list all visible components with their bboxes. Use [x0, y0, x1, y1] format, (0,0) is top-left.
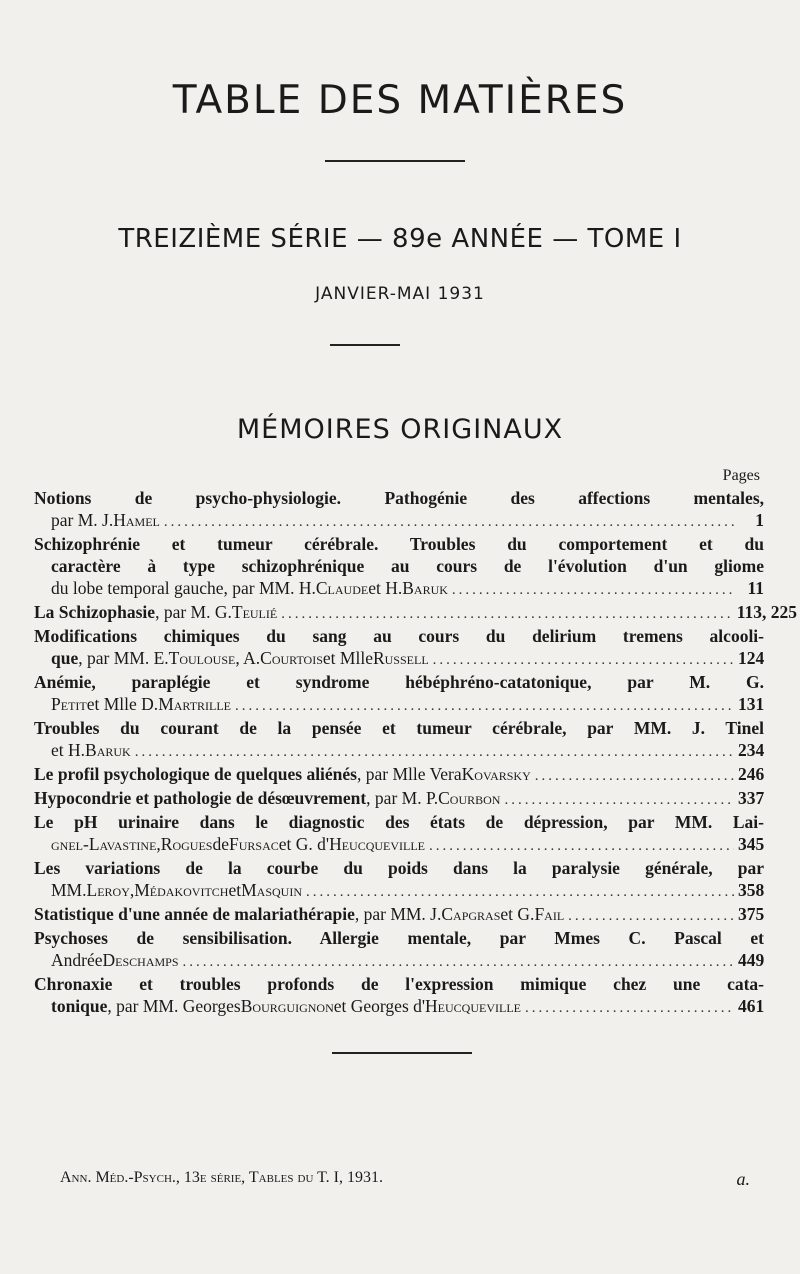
author-name: Petit: [51, 694, 87, 714]
author-name: Fursac: [229, 834, 279, 854]
page-number: 11: [747, 578, 764, 598]
entry-title: Statistique d'une année de malariathérapie: [34, 904, 355, 924]
author-name: Heucqueville: [329, 834, 426, 854]
leader-dots: [452, 579, 734, 601]
toc-entry: Psychoses de sensibilisation. Allergie mentale, par Mmes C. Pascal et Andrée Deschamps ..... 449: [34, 927, 764, 973]
leader-dots: [183, 951, 734, 973]
entry-title: Le profil psychologique de quelques aliénés: [34, 764, 357, 784]
leader-dots: [281, 603, 733, 625]
leader-dots: [235, 695, 734, 717]
leader-dots: [164, 511, 734, 533]
toc-entry: Statistique d'une année de malariathérapie , par MM. J. Capgras et G. Fail ..... 375: [34, 903, 764, 927]
toc-entry: Troubles du courant de la pensée et tumeur cérébrale, par MM. J. Tinel et H. Baruk ..... 234: [34, 717, 764, 763]
author-name: Martrille: [158, 694, 232, 714]
page-number: 131: [738, 694, 765, 714]
entry-title: Hypocondrie et pathologie de désœuvrement: [34, 788, 367, 808]
author-name: Courbon: [438, 788, 501, 808]
toc-entry: La Schizophasie , par M. G. Teulié ..... 113, 225: [34, 601, 764, 625]
author-name: Capgras: [441, 904, 501, 924]
entry-title: Le pH urinaire dans le diagnostic des états de dépression, par MM. Lai-: [34, 812, 764, 832]
toc-entry: Modifications chimiques du sang au cours du delirium tremens alcooli- que , par MM. E. Toulouse , A. Courtois et Mlle Russell ..... 124: [34, 625, 764, 671]
author-name: Toulouse: [168, 648, 236, 668]
author-name: Leroy: [86, 880, 130, 900]
entry-title: Les variations de la courbe du poids dans la paralysie générale, par: [34, 858, 764, 878]
entry-title: La Schizophasie: [34, 602, 156, 622]
author-name: Teulié: [231, 602, 278, 622]
author-name: Bourguignon: [240, 996, 334, 1016]
title-divider: [325, 160, 465, 162]
toc-entry: Le pH urinaire dans le diagnostic des états de dépression, par MM. Lai- gnel-Lavastine , Rogues de Fursac et G. d' Heucqueville ..... 345: [34, 811, 764, 857]
author-name: Deschamps: [102, 950, 179, 970]
page-number: 1: [755, 510, 764, 530]
leader-dots: [535, 765, 734, 787]
author-name: Rogues: [160, 834, 213, 854]
entry-title: Modifications chimiques du sang au cours du delirium tremens alcooli-: [34, 626, 764, 646]
page-number: 375: [738, 904, 765, 924]
author-name: gnel-Lavastine: [51, 834, 157, 854]
page-number: 113, 225: [736, 602, 798, 622]
author-name: Claude: [315, 578, 369, 598]
page-number: 358: [738, 880, 765, 900]
period-heading: JANVIER-MAI 1931: [315, 284, 485, 304]
author-name: Baruk: [85, 740, 131, 760]
toc-entry: Anémie, paraplégie et syndrome hébéphréno-catatonique, par M. G. Petit et Mlle D. Martrille ..... 131: [34, 671, 764, 717]
author-name: Courtois: [260, 648, 323, 668]
leader-dots: [525, 997, 734, 1019]
series-heading: TREIZIÈME SÉRIE — 89e ANNÉE — TOME I: [118, 224, 682, 254]
author-name: Baruk: [402, 578, 448, 598]
period-divider: [330, 344, 400, 346]
section-heading: MÉMOIRES ORIGINAUX: [236, 414, 564, 445]
pages-column-label: Pages: [722, 467, 760, 484]
page-title: TABLE DES MATIÈRES: [172, 78, 628, 123]
leader-dots: [568, 905, 734, 927]
author-name: Kovarsky: [461, 764, 531, 784]
signature-mark: a.: [736, 1169, 750, 1189]
entry-title: Schizophrénie et tumeur cérébrale. Troubles du comportement et du: [34, 534, 764, 554]
page-number: 461: [738, 996, 765, 1016]
author-name: Heucqueville: [425, 996, 521, 1016]
entry-title: Troubles du courant de la pensée et tumeur cérébrale, par MM. J. Tinel: [34, 718, 764, 738]
leader-dots: [504, 789, 734, 811]
leader-dots: [306, 881, 734, 903]
toc-entry: Les variations de la courbe du poids dans la paralysie générale, par MM. Leroy , Médakovitch et Masquin ..... 358: [34, 857, 764, 903]
page-number: 449: [738, 950, 765, 970]
page-number: 234: [738, 740, 765, 760]
author-name: Russell: [372, 648, 429, 668]
table-of-contents: [34, 487, 798, 1019]
author-name: Médakovitch: [134, 880, 229, 900]
entry-title: Chronaxie et troubles profonds de l'expression mimique chez une cata-: [34, 974, 764, 994]
entry-title: Anémie, paraplégie et syndrome hébéphréno-catatonique, par M. G.: [34, 672, 764, 692]
leader-dots: [135, 741, 734, 763]
page-number: 337: [738, 788, 765, 808]
toc-entry: Notions de psycho-physiologie. Pathogénie des affections mentales, par M. J. Hamel ..... 1: [34, 487, 764, 533]
entry-title: Notions de psycho-physiologie. Pathogénie des affections mentales,: [34, 488, 764, 508]
leader-dots: [433, 649, 734, 671]
page-number: 345: [738, 834, 765, 854]
leader-dots: [429, 835, 734, 857]
page-number: 246: [738, 764, 765, 784]
footer-citation: Ann. Méd.-Psych., 13e série, Tables du T. I, 1931.: [60, 1169, 384, 1186]
page-footer: [60, 1169, 750, 1187]
author-name: Fail: [534, 904, 565, 924]
toc-entry: Chronaxie et troubles profonds de l'expression mimique chez une cata- tonique , par MM. Georges Bourguignon et Georges d' Heucqueville ..... 461: [34, 973, 764, 1019]
page-number: 124: [738, 648, 765, 668]
toc-entry: Le profil psychologique de quelques aliénés , par Mlle Vera Kovarsky ..... 246: [34, 763, 764, 787]
toc-entry: Hypocondrie et pathologie de désœuvrement , par M. P. Courbon ..... 337: [34, 787, 764, 811]
toc-end-divider: [332, 1052, 472, 1054]
entry-title: Psychoses de sensibilisation. Allergie mentale, par Mmes C. Pascal et: [34, 928, 764, 948]
author-name: Hamel: [113, 510, 160, 530]
author-name: Masquin: [241, 880, 302, 900]
toc-entry: Schizophrénie et tumeur cérébrale. Troubles du comportement et du caractère à type schizophrénique au cours de l'évolution d'un gliome du lobe temporal gauche, par MM. H. Claude et H. Baruk ..... 11: [34, 533, 764, 601]
